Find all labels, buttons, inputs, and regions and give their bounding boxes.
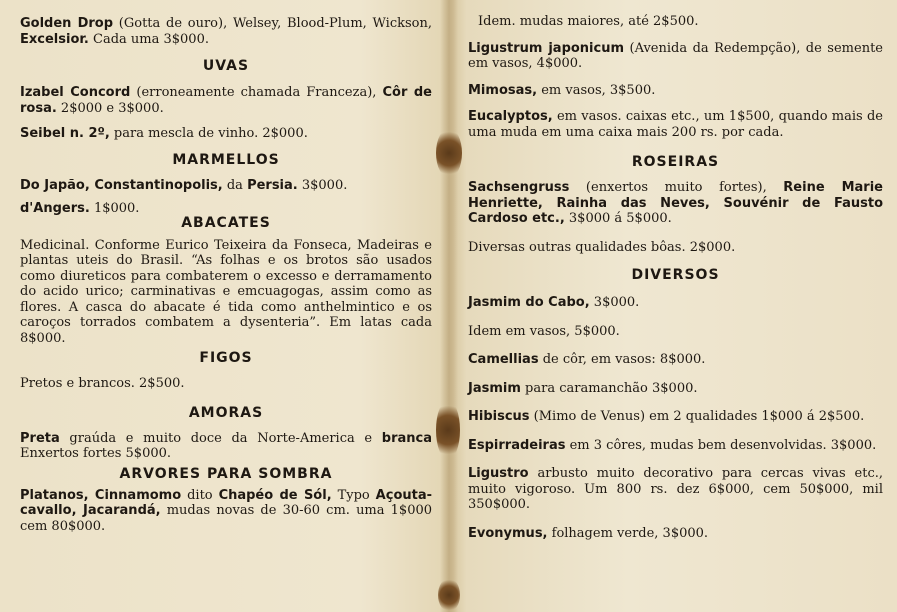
- right-page: [458, 0, 897, 612]
- entry-sachsengruss: Sachsengruss (enxertos muito fortes), Reine Marie Henriette, Rainha das Neves, Souvénir de Fausto Cardoso etc., 3$000 á 5$000.: [468, 180, 883, 226]
- entry-figos: Pretos e brancos. 2$500.: [20, 376, 185, 391]
- entry-amora-preta: Preta graúda e muito doce da Norte-America e branca Enxertos fortes 5$000.: [20, 430, 432, 461]
- entry-idem-mudas-maiores: Idem. mudas maiores, até 2$500.: [478, 14, 699, 29]
- binding-stain: [438, 578, 460, 612]
- heading-amoras: AMORAS: [188, 404, 264, 421]
- page-gutter: [440, 0, 458, 612]
- heading-diversos: DIVERSOS: [631, 267, 720, 283]
- entry-camellias: Camellias de côr, em vasos: 8$000.: [468, 352, 706, 367]
- entry-jasmim-do-cabo: Jasmim do Cabo, 3$000.: [468, 295, 640, 310]
- entry-espirradeiras: Espirradeiras em 3 côres, mudas bem desenvolvidas. 3$000.: [468, 437, 877, 453]
- entry-eucalyptos: Eucalyptos, em vasos. caixas etc., um 1$500, quando mais de uma muda em uma caixa mais 200 rs. por cada.: [468, 109, 883, 140]
- heading-roseiras: ROSEIRAS: [631, 154, 720, 170]
- heading-abacates: ABACATES: [181, 214, 271, 231]
- entry-izabel-concord: Izabel Concord (erroneamente chamada Franceza), Côr de rosa. 2$000 e 3$000.: [20, 85, 432, 116]
- entry-ligustro: Ligustro arbusto muito decorativo para cercas vivas etc., muito vigoroso. Um 800 rs. dez 6$000, cem 50$000, mil 350$000.: [468, 466, 883, 512]
- entry-evonymus: Evonymus, folhagem verde, 3$000.: [468, 525, 709, 541]
- left-page: [0, 0, 440, 612]
- entry-ligustrum-japonicum: Ligustrum japonicum (Avenida da Redempção), de semente em vasos, 4$000.: [468, 40, 883, 71]
- entry-seibel: Seibel n. 2º, para mescla de vinho. 2$000.: [20, 126, 308, 141]
- heading-marmellos: MARMELLOS: [172, 151, 280, 168]
- entry-hibiscus: Hibiscus (Mimo de Venus) em 2 qualidades 1$000 á 2$500.: [468, 409, 865, 424]
- entry-dangers: d'Angers. 1$000.: [20, 201, 140, 216]
- heading-arvores-para-sombra: ARVORES PARA SOMBRA: [119, 465, 333, 482]
- entry-jasmim: Jasmim para caramanchão 3$000.: [468, 380, 698, 396]
- entry-abacate-medicinal: Medicinal. Conforme Eurico Teixeira da Fonseca, Madeiras e plantas uteis do Brasil. “As folhas e os brotos são usados como diureticos para combaterem o excesso e derramamento do acido urico; carminativas e emcuagogas, assim como as flores. A casca do abacate é tida como anthelmintico e os caroços torrados combatem a dysenteria”. Em latas cada 8$000.: [20, 237, 432, 346]
- entry-idem-em-vasos: Idem em vasos, 5$000.: [468, 323, 620, 339]
- entry-mimosas: Mimosas, em vasos, 3$500.: [468, 82, 656, 98]
- heading-figos: FIGOS: [199, 350, 253, 366]
- entry-golden-drop: Golden Drop (Gotta de ouro), Welsey, Blood-Plum, Wickson, Excelsior. Cada uma 3$000.: [20, 16, 432, 47]
- entry-platanos: Platanos, Cinnamomo dito Chapéo de Sól, Typo Açouta-cavallo, Jacarandá, mudas novas de 30-60 cm. uma 1$000 cem 80$000.: [20, 487, 433, 534]
- heading-uvas: UVAS: [202, 58, 250, 74]
- entry-do-japao: Do Japão, Constantinopolis, da Persia. 3$000.: [20, 177, 348, 193]
- entry-diversas-outras: Diversas outras qualidades bôas. 2$000.: [468, 239, 736, 255]
